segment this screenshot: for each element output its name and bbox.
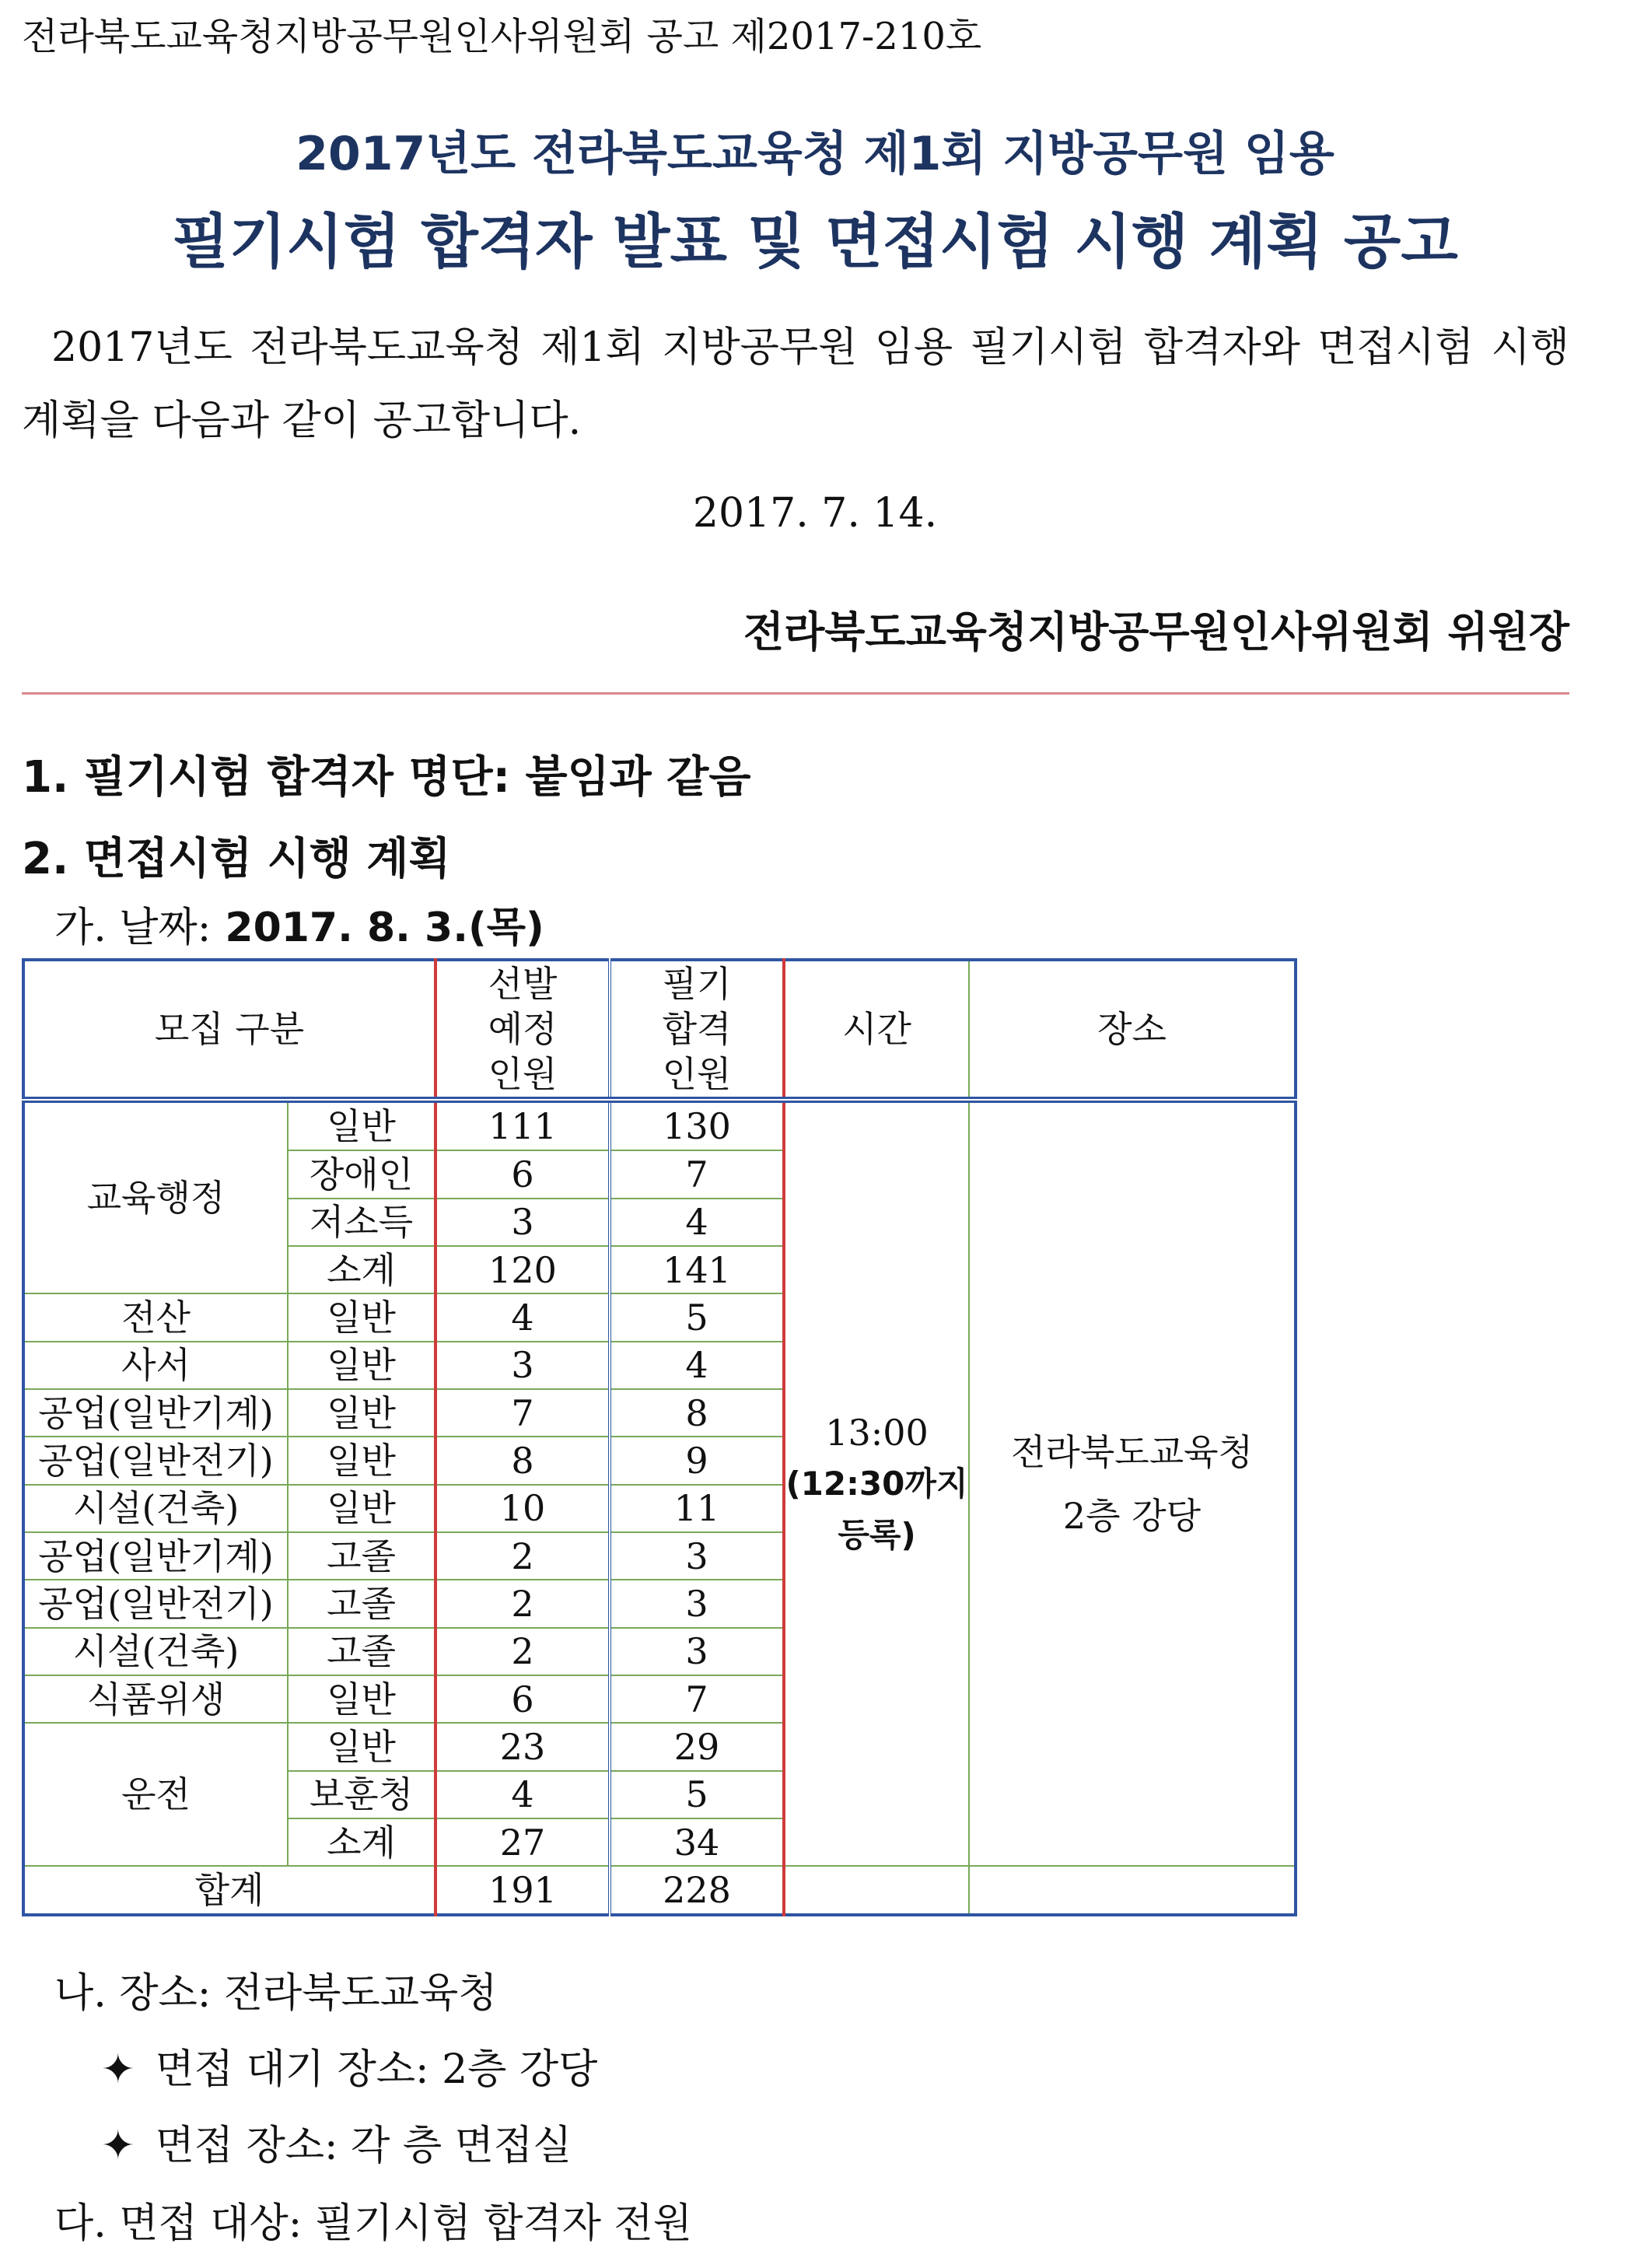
passed-cell: 34: [610, 1818, 784, 1866]
group-cell: 운전: [23, 1723, 288, 1866]
sub-cell: 소계: [288, 1246, 435, 1293]
passed-cell: 4: [610, 1342, 784, 1389]
selected-cell: 120: [435, 1246, 610, 1293]
group-cell: 식품위생: [23, 1675, 288, 1723]
header-place: 장소: [969, 960, 1296, 1100]
passed-cell: 7: [610, 1150, 784, 1198]
sub-cell: 고졸: [288, 1580, 435, 1627]
selected-cell: 4: [435, 1293, 610, 1341]
group-cell: 전산: [23, 1293, 288, 1341]
header-category: 모집 구분: [23, 960, 435, 1100]
title-line1: 2017년도 전라북도교육청 제1회 지방공무원 임용: [296, 127, 1334, 181]
selected-cell: 4: [435, 1771, 610, 1818]
passed-cell: 7: [610, 1675, 784, 1723]
header-time: 시간: [784, 960, 969, 1100]
sub-cell: 일반: [288, 1723, 435, 1770]
selected-cell: 10: [435, 1485, 610, 1532]
sub-cell: 일반: [288, 1389, 435, 1437]
passed-cell: 5: [610, 1771, 784, 1818]
sub-cell: 일반: [288, 1675, 435, 1723]
total-place-empty: [969, 1866, 1296, 1915]
sub-cell: 보훈청: [288, 1771, 435, 1818]
sub-cell: 일반: [288, 1437, 435, 1484]
sub-cell: 장애인: [288, 1150, 435, 1198]
sub-cell: 소계: [288, 1818, 435, 1866]
notice-number: 전라북도교육청지방공무원인사위원회 공고 제2017-210호: [22, 15, 982, 58]
sub-cell: 일반: [288, 1100, 435, 1150]
group-cell: 시설(건축): [23, 1485, 288, 1532]
selected-cell: 7: [435, 1389, 610, 1437]
interview-target-line: 다. 면접 대상: 필기시험 합격자 전원: [54, 2200, 692, 2247]
passed-cell: 3: [610, 1532, 784, 1580]
selected-cell: 3: [435, 1342, 610, 1389]
passed-cell: 9: [610, 1437, 784, 1484]
sub-cell: 일반: [288, 1485, 435, 1532]
selected-cell: 8: [435, 1437, 610, 1484]
recruitment-table: [22, 958, 1294, 1916]
selected-cell: 2: [435, 1580, 610, 1627]
intro-paragraph: 2017년도 전라북도교육청 제1회 지방공무원 임용 필기시험 합격자와 면접시험 시행 계획을 다음과 같이 공고합니다.: [22, 324, 1569, 444]
sub-cell: 고졸: [288, 1532, 435, 1580]
group-cell: 공업(일반전기): [23, 1580, 288, 1627]
group-cell: 공업(일반기계): [23, 1389, 288, 1437]
group-cell: 공업(일반전기): [23, 1437, 288, 1484]
sub-cell: 일반: [288, 1342, 435, 1389]
bullet-interview-room: ✦ 면접 장소: 각 층 면접실: [101, 2123, 572, 2169]
interview-place-line: 나. 장소: 전라북도교육청: [54, 1970, 498, 2017]
sub-cell: 일반: [288, 1293, 435, 1341]
selected-cell: 111: [435, 1100, 610, 1150]
passed-cell: 8: [610, 1389, 784, 1437]
total-selected: 191: [435, 1866, 610, 1915]
time-cell: 13:00 (12:30까지 등록): [784, 1100, 969, 1866]
passed-cell: 29: [610, 1723, 784, 1770]
star-bullet-icon: ✦: [101, 2123, 135, 2169]
selected-cell: 6: [435, 1150, 610, 1198]
selected-cell: 2: [435, 1628, 610, 1675]
interview-date-line: [54, 894, 544, 953]
group-cell: 교육행정: [23, 1100, 288, 1293]
selected-cell: 6: [435, 1675, 610, 1723]
total-passed: 228: [610, 1866, 784, 1915]
passed-cell: 3: [610, 1628, 784, 1675]
passed-cell: 3: [610, 1580, 784, 1627]
total-label: 합계: [23, 1866, 435, 1915]
passed-cell: 141: [610, 1246, 784, 1293]
passed-cell: 5: [610, 1293, 784, 1341]
total-time-empty: [784, 1866, 969, 1915]
group-cell: 사서: [23, 1342, 288, 1389]
sub-cell: 고졸: [288, 1628, 435, 1675]
interview-date-value: 2017. 8. 3.(목): [225, 905, 544, 951]
passed-cell: 130: [610, 1100, 784, 1150]
header-passed: 필기 합격 인원: [610, 960, 784, 1100]
place-cell: 전라북도교육청 2층 강당: [969, 1100, 1296, 1866]
selected-cell: 23: [435, 1723, 610, 1770]
section1-heading: 1. 필기시험 합격자 명단: 붙임과 같음: [22, 752, 751, 803]
selected-cell: 27: [435, 1818, 610, 1866]
passed-cell: 4: [610, 1199, 784, 1246]
group-cell: 공업(일반기계): [23, 1532, 288, 1580]
passed-cell: 11: [610, 1485, 784, 1532]
selected-cell: 3: [435, 1199, 610, 1246]
header-selected: 선발 예정 인원: [435, 960, 610, 1100]
section2-heading: 2. 면접시험 시행 계획: [22, 834, 451, 884]
group-cell: 시설(건축): [23, 1628, 288, 1675]
interview-date-label: 가. 날짜:: [54, 905, 212, 951]
star-bullet-icon: ✦: [101, 2046, 135, 2093]
sub-cell: 저소득: [288, 1199, 435, 1246]
divider: [22, 692, 1569, 695]
title-line2: 필기시험 합격자 발표 및 면접시험 시행 계획 공고: [172, 207, 1458, 276]
selected-cell: 2: [435, 1532, 610, 1580]
bullet-waiting-room: ✦ 면접 대기 장소: 2층 강당: [101, 2046, 598, 2093]
signer: 전라북도교육청지방공무원인사위원회 위원장: [743, 607, 1569, 656]
notice-date: 2017. 7. 14.: [692, 490, 938, 537]
